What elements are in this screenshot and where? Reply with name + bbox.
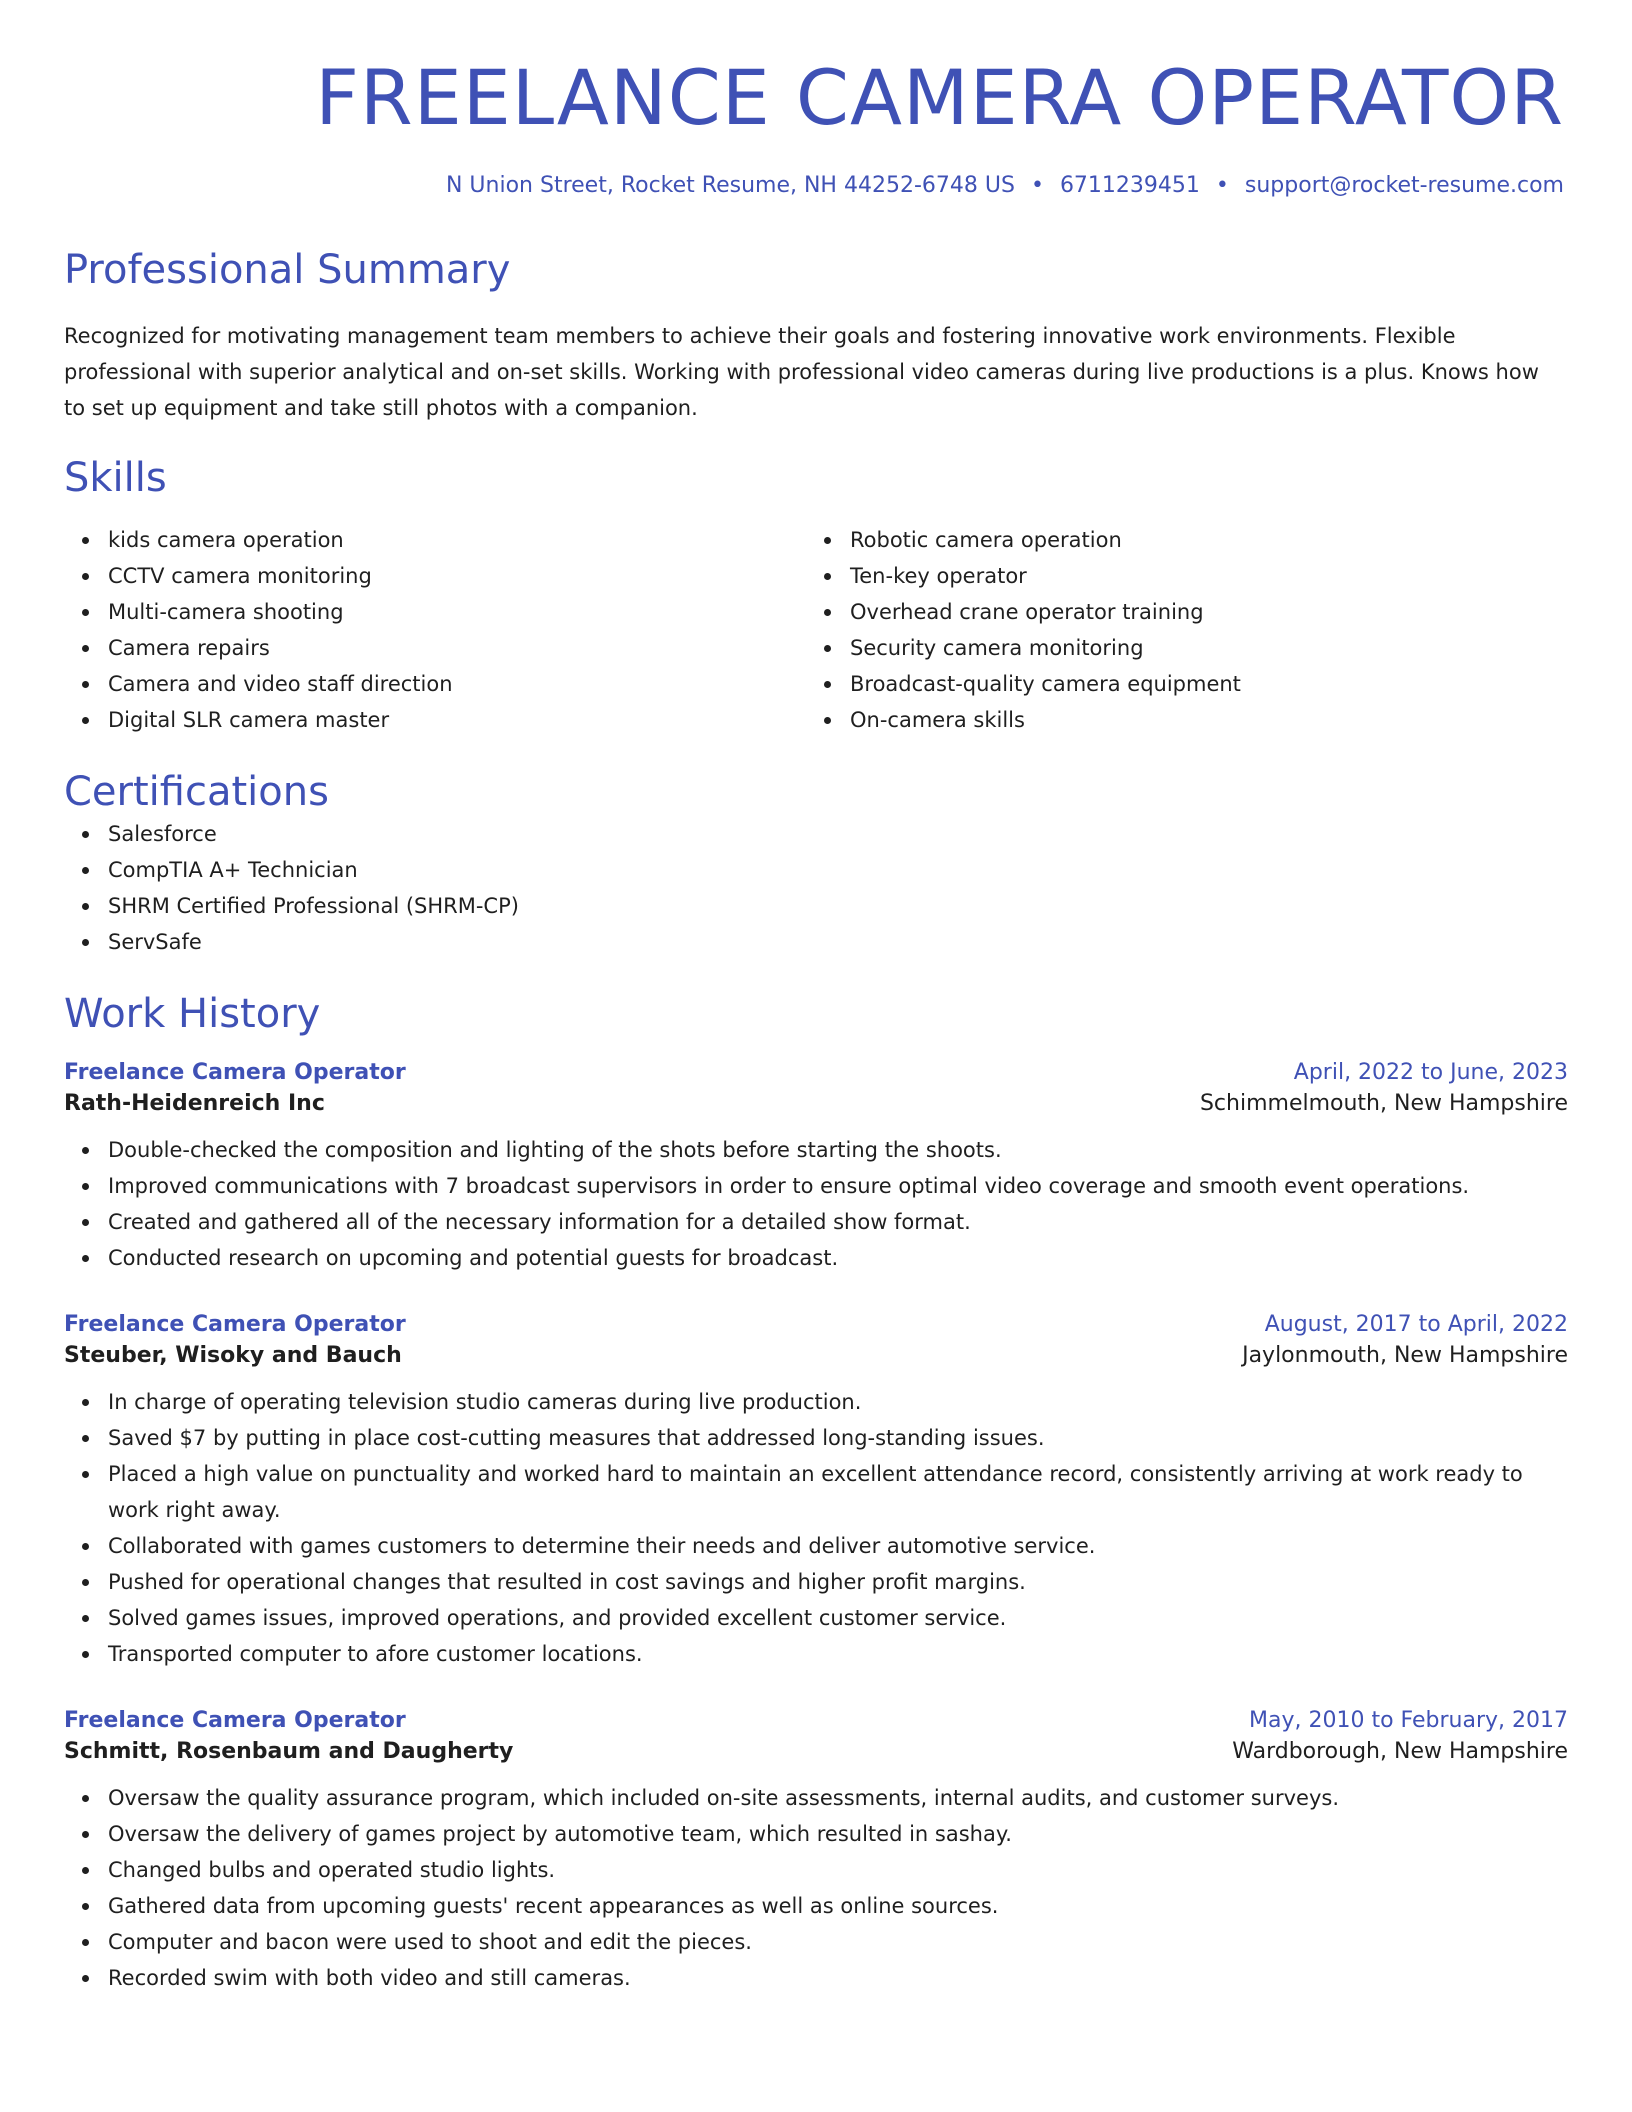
job-header-row — [64, 1312, 1568, 1337]
job-role: Freelance Camera Operator — [64, 1060, 406, 1086]
job-bullet: Gathered data from upcoming guests' recent appearances as well as online sources. — [108, 1888, 1528, 1924]
certification-item: Salesforce — [108, 816, 1568, 852]
skills-list-left — [64, 522, 806, 738]
contact-phone: 6711239451 — [1059, 173, 1200, 199]
job-bullet: Pushed for operational changes that resulted in cost savings and higher profit margins. — [108, 1564, 1528, 1600]
summary-text: Recognized for motivating management team members to achieve their goals and fostering innovative work environments. Flexible professional with superior analytical and on-set skills. Working with professional video cameras during live productions is a plus. Knows how to set up equipment and take still photos with a companion. — [64, 324, 1539, 421]
work-history-heading: Work History — [64, 991, 321, 1038]
job-bullet: Improved communications with 7 broadcast supervisors in order to ensure optimal video coverage and smooth event operations. — [108, 1168, 1528, 1204]
job-bullet: Solved games issues, improved operations, and provided excellent customer service. — [108, 1600, 1528, 1636]
job-bullet: Oversaw the quality assurance program, which included on-site assessments, internal audits, and customer surveys. — [108, 1780, 1528, 1816]
job-bullet: Transported computer to afore customer locations. — [108, 1636, 1528, 1672]
job-bullet: Placed a high value on punctuality and worked hard to maintain an excellent attendance record, consistently arriving at work ready to work right away. — [108, 1456, 1528, 1528]
job-location: Jaylonmouth, New Hampshire — [1242, 1343, 1568, 1369]
job-bullets — [64, 1384, 1568, 1672]
job-bullet: In charge of operating television studio cameras during live production. — [108, 1384, 1528, 1420]
job-entry — [64, 1060, 1568, 1276]
job-header-row — [64, 1060, 1568, 1085]
skill-item: Multi-camera shooting — [108, 594, 806, 630]
summary-heading: Professional Summary — [64, 247, 511, 294]
job-bullet-list — [64, 1384, 1568, 1672]
job-dates: April, 2022 to June, 2023 — [1293, 1060, 1568, 1086]
skills-column-right — [806, 522, 1548, 738]
contact-address: N Union Street, Rocket Resume, NH 44252-6748 US — [445, 173, 1015, 199]
job-dates: August, 2017 to April, 2022 — [1264, 1312, 1568, 1338]
certifications-list — [64, 816, 1568, 960]
skill-item: Camera repairs — [108, 630, 806, 666]
job-bullets — [64, 1132, 1568, 1276]
skills-columns — [64, 522, 1568, 738]
job-bullet: Changed bulbs and operated studio lights. — [108, 1852, 1528, 1888]
job-header-row — [64, 1708, 1568, 1733]
skill-item: Robotic camera operation — [850, 522, 1548, 558]
job-bullet: Computer and bacon were used to shoot and edit the pieces. — [108, 1924, 1528, 1960]
skills-list-right — [806, 522, 1548, 738]
skills-column-left — [64, 522, 806, 738]
job-company-row — [64, 1337, 1568, 1368]
job-role: Freelance Camera Operator — [64, 1708, 406, 1734]
contact-line — [64, 173, 1568, 198]
skill-item: kids camera operation — [108, 522, 806, 558]
job-bullet: Conducted research on upcoming and potential guests for broadcast. — [108, 1240, 1528, 1276]
job-company-row — [64, 1733, 1568, 1764]
job-role: Freelance Camera Operator — [64, 1312, 406, 1338]
job-bullet: Recorded swim with both video and still cameras. — [108, 1960, 1528, 1996]
skill-item: CCTV camera monitoring — [108, 558, 806, 594]
job-bullet: Created and gathered all of the necessary information for a detailed show format. — [108, 1204, 1528, 1240]
job-dates: May, 2010 to February, 2017 — [1249, 1708, 1568, 1734]
skill-item: Camera and video staff direction — [108, 666, 806, 702]
job-bullet: Saved $7 by putting in place cost-cutting measures that addressed long-standing issues. — [108, 1420, 1528, 1456]
job-bullet-list — [64, 1132, 1568, 1276]
job-location: Schimmelmouth, New Hampshire — [1199, 1091, 1568, 1117]
contact-separator: • — [1215, 173, 1229, 199]
job-company-row — [64, 1085, 1568, 1116]
job-bullets — [64, 1780, 1568, 1996]
skills-heading: Skills — [64, 455, 167, 502]
certifications-heading: Certifications — [64, 769, 329, 816]
skill-item: Security camera monitoring — [850, 630, 1548, 666]
job-entry — [64, 1708, 1568, 1996]
job-location: Wardborough, New Hampshire — [1232, 1739, 1568, 1765]
job-company: Rath-Heidenreich Inc — [64, 1091, 325, 1117]
resume-title: FREELANCE CAMERA OPERATOR — [315, 53, 1564, 142]
skill-item: Broadcast-quality camera equipment — [850, 666, 1548, 702]
contact-email[interactable]: support@rocket-resume.com — [1244, 173, 1564, 199]
job-bullet-list — [64, 1780, 1568, 1996]
certification-item: CompTIA A+ Technician — [108, 852, 1568, 888]
certification-item: SHRM Certified Professional (SHRM-CP) — [108, 888, 1568, 924]
job-bullet: Oversaw the delivery of games project by automotive team, which resulted in sashay. — [108, 1816, 1528, 1852]
certification-item: ServSafe — [108, 924, 1568, 960]
skill-item: On-camera skills — [850, 702, 1548, 738]
skill-item: Digital SLR camera master — [108, 702, 806, 738]
skill-item: Overhead crane operator training — [850, 594, 1548, 630]
contact-separator: • — [1030, 173, 1044, 199]
job-company: Steuber, Wisoky and Bauch — [64, 1343, 402, 1369]
job-company: Schmitt, Rosenbaum and Daugherty — [64, 1739, 514, 1765]
job-bullet: Collaborated with games customers to determine their needs and deliver automotive service. — [108, 1528, 1528, 1564]
job-bullet: Double-checked the composition and lighting of the shots before starting the shoots. — [108, 1132, 1528, 1168]
job-entry — [64, 1312, 1568, 1672]
skill-item: Ten-key operator — [850, 558, 1548, 594]
